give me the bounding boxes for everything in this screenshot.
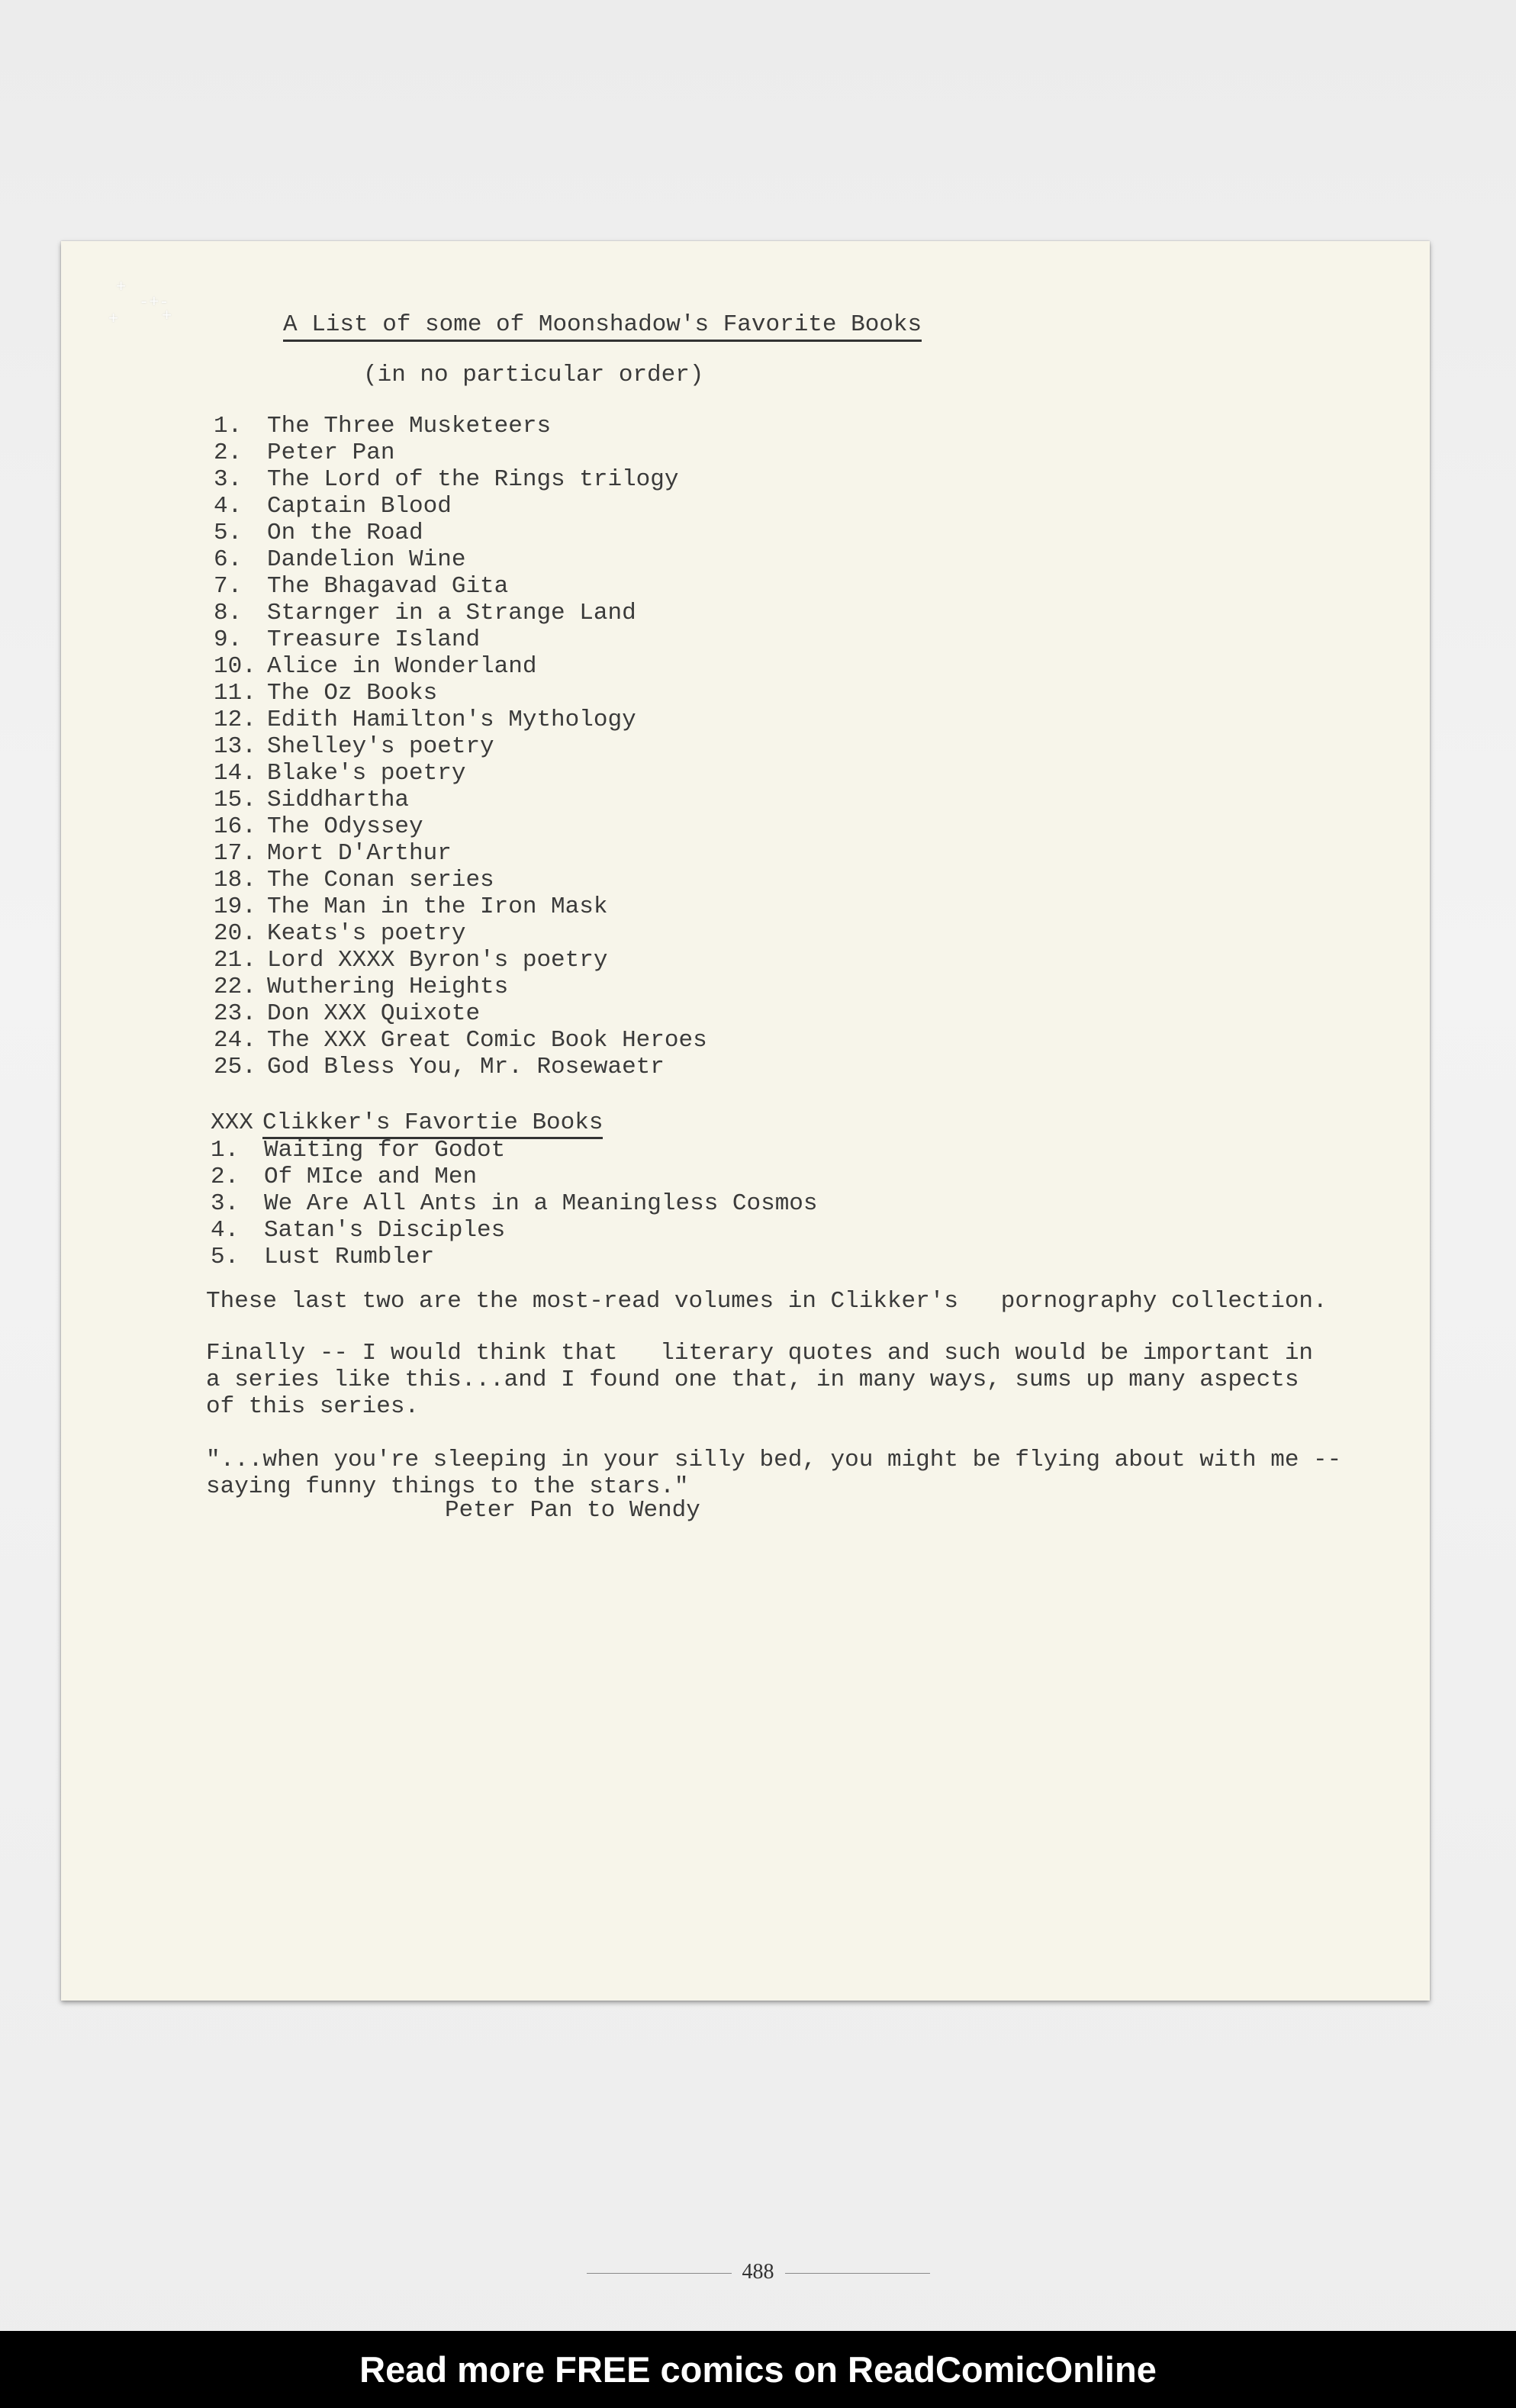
list-item-number: 7.: [214, 573, 243, 600]
list-item: [214, 707, 707, 733]
list-item-title: The Bhagavad Gita: [267, 573, 509, 600]
paragraph-collection-note: These last two are the most-read volumes in Clikker's pornography collection.: [206, 1288, 1328, 1315]
list-item-title: Keats's poetry: [267, 920, 466, 947]
list-item: [214, 1054, 707, 1080]
list-item-title: Peter Pan: [267, 439, 395, 466]
list-item: [214, 653, 707, 680]
list-item: [214, 546, 707, 573]
list-item: [214, 787, 707, 813]
footer-rule-right: [785, 2273, 930, 2274]
list-item: [214, 733, 707, 760]
list-item-title: The XXX Great Comic Book Heroes: [267, 1027, 707, 1054]
list-item-number: 1.: [211, 1137, 240, 1164]
list-item-title: The Three Musketeers: [267, 413, 552, 439]
list-item-number: 9.: [214, 626, 243, 653]
list-item-number: 2.: [211, 1164, 240, 1190]
list-item-title: The Conan series: [267, 867, 494, 893]
list-item-title: Of MIce and Men: [264, 1164, 478, 1190]
clikker-title-text: Clikker's Favortie Books: [262, 1109, 603, 1139]
list-item-number: 23.: [214, 1000, 256, 1027]
list-item-number: 12.: [214, 707, 256, 733]
list-item-title: Don XXX Quixote: [267, 1000, 481, 1027]
typewritten-page: [61, 241, 1430, 2001]
list-item-number: 21.: [214, 947, 256, 974]
list-item-title: The Lord of the Rings trilogy: [267, 466, 679, 493]
list-item-title: We Are All Ants in a Meaningless Cosmos: [264, 1190, 818, 1217]
page-subtitle: (in no particular order): [363, 362, 704, 388]
list-item: [214, 439, 707, 466]
list-item: [214, 1000, 707, 1027]
list-item-number: 25.: [214, 1054, 256, 1080]
list-item-title: On the Road: [267, 520, 423, 546]
list-item-number: 22.: [214, 974, 256, 1000]
list-item: [214, 573, 707, 600]
list-item-title: Edith Hamilton's Mythology: [267, 707, 636, 733]
list-item-title: The Man in the Iron Mask: [267, 893, 608, 920]
page-title: A List of some of Moonshadow's Favorite Books: [283, 311, 922, 342]
page-number: 488: [742, 2260, 774, 2284]
list-item-title: Alice in Wonderland: [267, 653, 537, 680]
list-item-number: 5.: [211, 1244, 240, 1270]
list-item-title: Siddhartha: [267, 787, 410, 813]
clikker-section-title: [211, 1109, 603, 1136]
list-item-number: 11.: [214, 680, 256, 707]
list-item-title: The Odyssey: [267, 813, 423, 840]
list-item-number: 15.: [214, 787, 256, 813]
list-item-number: 18.: [214, 867, 256, 893]
list-item: [211, 1244, 818, 1270]
list-item: [214, 1027, 707, 1054]
list-item-number: 16.: [214, 813, 256, 840]
list-item: [214, 493, 707, 520]
list-item-number: 17.: [214, 840, 256, 867]
list-item-number: 8.: [214, 600, 243, 626]
list-item: [214, 600, 707, 626]
clikker-book-list: [211, 1137, 818, 1270]
list-item: [214, 680, 707, 707]
list-item: [214, 813, 707, 840]
list-item-title: Wuthering Heights: [267, 974, 509, 1000]
list-item: [214, 840, 707, 867]
quote-text: "...when you're sleeping in your silly bed, you might be flying about with me -- saying funny things to the stars.": [206, 1447, 1342, 1500]
list-item-title: Satan's Disciples: [264, 1217, 506, 1244]
list-item-number: 4.: [211, 1217, 240, 1244]
list-item: [211, 1137, 818, 1164]
list-item: [214, 466, 707, 493]
list-item-title: The Oz Books: [267, 680, 438, 707]
list-item-number: 3.: [214, 466, 243, 493]
list-item: [214, 867, 707, 893]
staple-holes: + -+- + +: [108, 278, 172, 329]
list-item: [214, 413, 707, 439]
list-item-title: Waiting for Godot: [264, 1137, 506, 1164]
list-item: [214, 626, 707, 653]
list-item-title: Lust Rumbler: [264, 1244, 435, 1270]
moonshadow-book-list: [214, 413, 707, 1080]
promo-banner[interactable]: Read more FREE comics on ReadComicOnline: [0, 2331, 1516, 2408]
list-item: [211, 1164, 818, 1190]
list-item: [214, 947, 707, 974]
list-item-title: Mort D'Arthur: [267, 840, 452, 867]
list-item-title: Dandelion Wine: [267, 546, 466, 573]
list-item-number: 24.: [214, 1027, 256, 1054]
list-item: [214, 760, 707, 787]
footer-rule-left: [587, 2273, 732, 2274]
list-item-title: Captain Blood: [267, 493, 452, 520]
list-item: [214, 520, 707, 546]
list-item-title: Blake's poetry: [267, 760, 466, 787]
list-item-number: 5.: [214, 520, 243, 546]
list-item-number: 10.: [214, 653, 256, 680]
list-item-title: Starnger in a Strange Land: [267, 600, 636, 626]
page-number-footer: [0, 2260, 1516, 2284]
list-item: [211, 1217, 818, 1244]
list-item-title: Treasure Island: [267, 626, 481, 653]
list-item-title: God Bless You, Mr. Rosewaetr: [267, 1054, 665, 1080]
list-item-number: 1.: [214, 413, 243, 439]
list-item-number: 14.: [214, 760, 256, 787]
struck-out-text: XXX: [211, 1109, 253, 1136]
list-item-number: 19.: [214, 893, 256, 920]
paragraph-finally: Finally -- I would think that literary quotes and such would be important in a series like this...and I found one that, in many ways, sums up many aspects of this series.: [206, 1340, 1314, 1420]
list-item-number: 2.: [214, 439, 243, 466]
list-item-number: 3.: [211, 1190, 240, 1217]
list-item-title: Shelley's poetry: [267, 733, 494, 760]
list-item-number: 13.: [214, 733, 256, 760]
list-item-number: 20.: [214, 920, 256, 947]
list-item-title: Lord XXXX Byron's poetry: [267, 947, 608, 974]
list-item: [214, 920, 707, 947]
list-item: [214, 974, 707, 1000]
list-item-number: 4.: [214, 493, 243, 520]
show-through-ghost-text: [389, 1538, 923, 1996]
list-item-number: 6.: [214, 546, 243, 573]
list-item: [211, 1190, 818, 1217]
quote-attribution: Peter Pan to Wendy: [445, 1497, 700, 1524]
list-item: [214, 893, 707, 920]
